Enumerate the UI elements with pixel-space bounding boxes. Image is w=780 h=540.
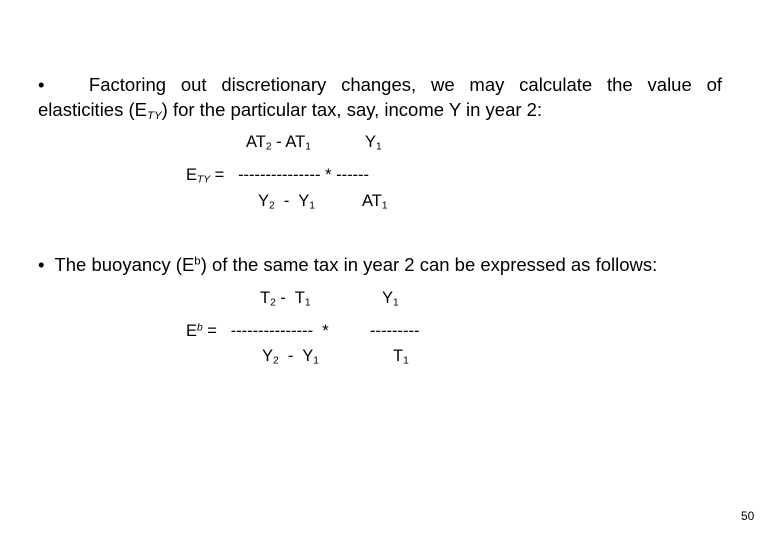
formula-2-numerator-right: $Y_1$ (382, 289, 399, 309)
formula-1-denominator-left: $Y_2 - Y_1$ (258, 192, 315, 212)
bullet-marker: • (38, 74, 45, 95)
bullet-paragraph-2: • The buoyancy $(E^b)$ of the same tax in year 2 can be expressed as follows: (38, 254, 658, 275)
bullet-paragraph-1 (38, 72, 722, 122)
formula-1-lhs: $E_{TY}$ (186, 166, 211, 186)
bullet-1-line-1 (38, 72, 722, 97)
formula-1-denominator-right: $AT_1$ (362, 192, 388, 212)
formula-1-times: * (320, 166, 337, 184)
formula-2-denominator-right: $T_1$ (393, 347, 409, 367)
formula-2-lhs: $E^b$ (186, 322, 203, 340)
page-number: 50 (741, 509, 755, 523)
formula-1-numerator-left: $AT_2 - AT_1$ (246, 133, 311, 153)
formula-2-numerator-left: $T_2 - T_1$ (260, 289, 311, 309)
formula-1-main-line: $E_{TY}$ = --------------- * ------ (186, 166, 370, 186)
formula-2-times: * (313, 322, 329, 340)
formula-2-denominator-left: $Y_2 - Y_1$ (262, 347, 319, 367)
formula-2-fraction-bar-left: --------------- (230, 322, 314, 340)
bullet-1-text-line-1: Factoring out discretionary changes, we may calculate the value of (88, 74, 722, 95)
bullet-marker: • (38, 254, 45, 275)
formula-1-fraction-bar-left: --------------- (238, 166, 321, 184)
formula-2-fraction-bar-right: --------- (370, 322, 420, 340)
bullet-1-line-2: elasticities $(E_{TY})$ for the particular tax, say, income Y in year 2: (38, 99, 543, 122)
formula-1-fraction-bar-right: ------ (336, 166, 370, 184)
formula-1-numerator-right: $Y_1$ (365, 133, 382, 153)
formula-2-main-line: $E^b$ = --------------- * (186, 322, 329, 340)
